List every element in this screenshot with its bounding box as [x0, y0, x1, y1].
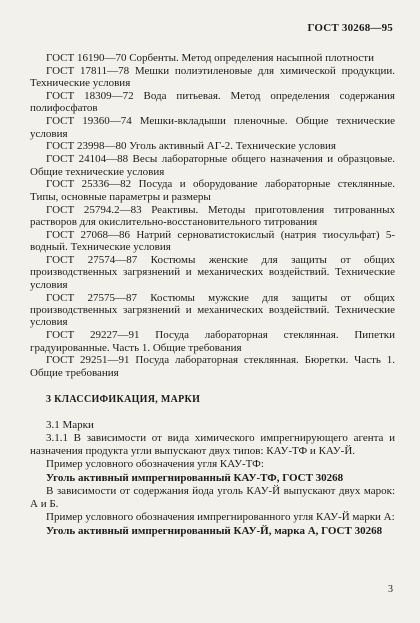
reference-item: ГОСТ 25794.2—83 Реактивы. Методы приготовления титрованных растворов для окислительно-восстановительного титрования: [30, 203, 395, 229]
reference-item: ГОСТ 16190—70 Сорбенты. Метод определения насыпной плотности: [46, 52, 374, 64]
normative-references-list: [30, 52, 395, 379]
designation-example: Уголь активный импрегнированный КАУ-ТФ, ГОСТ 30268: [46, 471, 344, 484]
reference-item: ГОСТ 17811—78 Мешки полиэтиленовые для химической продукции. Технические условия: [30, 64, 395, 90]
reference-item: ГОСТ 27068—86 Натрий серноватистокислый (натрия тиосульфат) 5-водный. Технические условия: [30, 228, 395, 254]
reference-item: ГОСТ 27574—87 Костюмы женские для защиты от общих производственных загрязнений и механических воздействий. Технические условия: [30, 254, 395, 291]
reference-item: ГОСТ 24104—88 Весы лабораторные общего назначения и образцовые. Общие технические условия: [30, 153, 395, 178]
paragraph: Пример условного обозначения угля КАУ-ТФ:: [46, 458, 264, 471]
reference-item: ГОСТ 25336—82 Посуда и оборудование лабораторные стеклянные. Типы, основные параметры и размеры: [30, 178, 395, 203]
reference-item: ГОСТ 19360—74 Мешки-вкладыши пленочные. Общие технические условия: [30, 115, 395, 140]
paragraph: В зависимости от содержания йода уголь КАУ-Й выпускают двух марок: А и Б.: [30, 485, 395, 510]
paragraph: Пример условного обозначения импрегнированного угля КАУ-Й марки А:: [46, 511, 395, 524]
reference-item: ГОСТ 27575—87 Костюмы мужские для защиты от общих производственных загрязнений и механических воздействий. Технические условия: [30, 291, 395, 329]
paragraph: 3.1.1 В зависимости от вида химического импрегнирующего агента и назначения продукта угли выпускают двух типов: КАУ-ТФ и КАУ-Й.: [30, 432, 395, 457]
page-number: 3: [388, 584, 393, 595]
designation-example: Уголь активный импрегнированный КАУ-Й, марка А, ГОСТ 30268: [46, 525, 383, 538]
document-code-header: ГОСТ 30268—95: [307, 22, 393, 34]
section-heading: 3 КЛАССИФИКАЦИЯ, МАРКИ: [46, 394, 201, 406]
section-paragraphs: [30, 419, 395, 538]
reference-item: ГОСТ 29251—91 Посуда лабораторная стеклянная. Бюретки. Часть 1. Общие требования: [30, 354, 395, 379]
reference-item: ГОСТ 23998—80 Уголь активный АГ-2. Технические условия: [46, 140, 336, 153]
document-body: [30, 52, 395, 539]
paragraph: 3.1 Марки: [46, 418, 94, 431]
reference-item: ГОСТ 18309—72 Вода питьевая. Метод определения содержания полифосфатов: [30, 90, 395, 115]
reference-item: ГОСТ 29227—91 Посуда лабораторная стеклянная. Пипетки градуированные. Часть 1. Общие требования: [30, 329, 395, 354]
